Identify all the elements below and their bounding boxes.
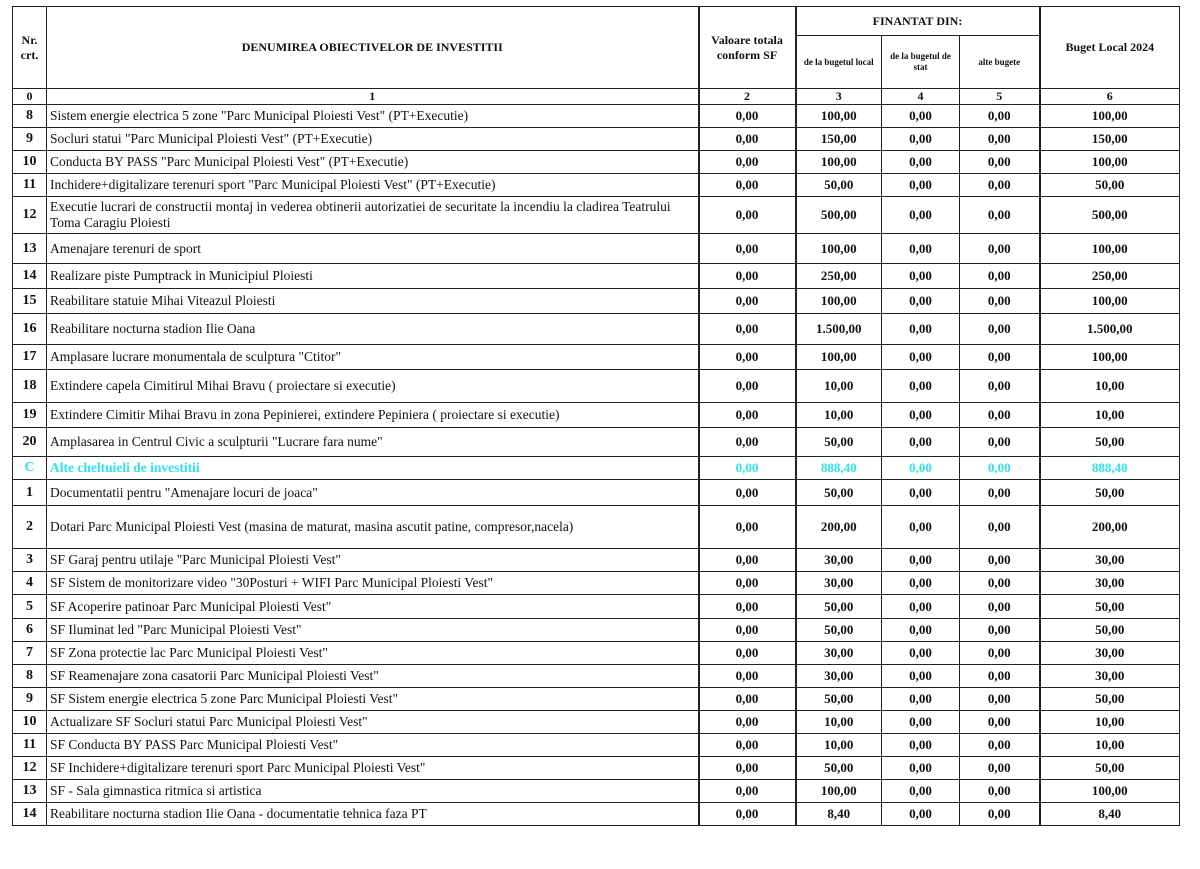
row-number: 13 xyxy=(13,234,47,264)
table-row xyxy=(13,428,1180,457)
buget-stat-value: 0,00 xyxy=(882,665,960,688)
row-number: 5 xyxy=(13,595,47,619)
buget-stat-value: 0,00 xyxy=(882,151,960,174)
buget-2024-value: 1.500,00 xyxy=(1040,314,1180,345)
row-number: 10 xyxy=(13,151,47,174)
buget-stat-value: 0,00 xyxy=(882,642,960,665)
buget-local-value: 150,00 xyxy=(796,128,882,151)
buget-local-value: 50,00 xyxy=(796,619,882,642)
buget-local-value: 30,00 xyxy=(796,549,882,572)
header-buget-local: de la bugetul local xyxy=(796,36,882,89)
buget-2024-value: 30,00 xyxy=(1040,642,1180,665)
column-number-row xyxy=(13,89,1180,105)
buget-local-value: 50,00 xyxy=(796,757,882,780)
buget-stat-value: 0,00 xyxy=(882,757,960,780)
buget-local-value: 10,00 xyxy=(796,734,882,757)
buget-2024-value: 30,00 xyxy=(1040,572,1180,595)
col-number: 5 xyxy=(960,89,1040,105)
alte-bugete-value: 0,00 xyxy=(960,480,1040,506)
buget-stat-value: 0,00 xyxy=(882,572,960,595)
buget-stat-value: 0,00 xyxy=(882,128,960,151)
buget-2024-value: 10,00 xyxy=(1040,403,1180,428)
table-row xyxy=(13,549,1180,572)
valoare-totala: 0,00 xyxy=(699,734,796,757)
buget-local-value: 50,00 xyxy=(796,595,882,619)
buget-local-value: 100,00 xyxy=(796,780,882,803)
table-row xyxy=(13,665,1180,688)
buget-local-value: 30,00 xyxy=(796,665,882,688)
alte-bugete-value: 0,00 xyxy=(960,289,1040,314)
header-denumire: DENUMIREA OBIECTIVELOR DE INVESTITII xyxy=(47,7,699,89)
buget-local-value: 100,00 xyxy=(796,234,882,264)
objective-name: Realizare piste Pumptrack in Municipiul Ploiesti xyxy=(47,264,699,289)
buget-stat-value: 0,00 xyxy=(882,428,960,457)
valoare-totala: 0,00 xyxy=(699,665,796,688)
table-row xyxy=(13,757,1180,780)
row-number: 9 xyxy=(13,688,47,711)
objective-name: Documentatii pentru "Amenajare locuri de joaca" xyxy=(47,480,699,506)
buget-2024-value: 100,00 xyxy=(1040,345,1180,370)
table-row xyxy=(13,803,1180,826)
table-row xyxy=(13,105,1180,128)
alte-bugete-value: 0,00 xyxy=(960,174,1040,197)
alte-bugete-value: 0,00 xyxy=(960,619,1040,642)
alte-bugete-value: 0,00 xyxy=(960,457,1040,480)
objective-name: Extindere Cimitir Mihai Bravu in zona Pepinierei, extindere Pepiniera ( proiectare si executie) xyxy=(47,403,699,428)
row-number: 17 xyxy=(13,345,47,370)
table-row xyxy=(13,314,1180,345)
valoare-totala: 0,00 xyxy=(699,619,796,642)
table-row xyxy=(13,403,1180,428)
row-number: 15 xyxy=(13,289,47,314)
objective-name: Amplasarea in Centrul Civic a sculpturii "Lucrare fara nume" xyxy=(47,428,699,457)
buget-2024-value: 250,00 xyxy=(1040,264,1180,289)
buget-local-value: 10,00 xyxy=(796,403,882,428)
valoare-totala: 0,00 xyxy=(699,506,796,549)
buget-local-value: 30,00 xyxy=(796,572,882,595)
alte-bugete-value: 0,00 xyxy=(960,105,1040,128)
objective-name: SF Conducta BY PASS Parc Municipal Ploiesti Vest" xyxy=(47,734,699,757)
alte-bugete-value: 0,00 xyxy=(960,780,1040,803)
buget-stat-value: 0,00 xyxy=(882,314,960,345)
valoare-totala: 0,00 xyxy=(699,572,796,595)
objective-name: Reabilitare nocturna stadion Ilie Oana xyxy=(47,314,699,345)
buget-local-value: 8,40 xyxy=(796,803,882,826)
objective-name: SF - Sala gimnastica ritmica si artistica xyxy=(47,780,699,803)
row-number: 8 xyxy=(13,105,47,128)
objective-name: SF Reamenajare zona casatorii Parc Municipal Ploiesti Vest" xyxy=(47,665,699,688)
alte-bugete-value: 0,00 xyxy=(960,314,1040,345)
objective-name: Actualizare SF Socluri statui Parc Municipal Ploiesti Vest" xyxy=(47,711,699,734)
alte-bugete-value: 0,00 xyxy=(960,506,1040,549)
table-row xyxy=(13,234,1180,264)
buget-stat-value: 0,00 xyxy=(882,264,960,289)
row-number: 14 xyxy=(13,803,47,826)
buget-stat-value: 0,00 xyxy=(882,734,960,757)
objective-name: Extindere capela Cimitirul Mihai Bravu ( proiectare si executie) xyxy=(47,370,699,403)
buget-stat-value: 0,00 xyxy=(882,174,960,197)
alte-bugete-value: 0,00 xyxy=(960,549,1040,572)
buget-stat-value: 0,00 xyxy=(882,457,960,480)
col-number: 3 xyxy=(796,89,882,105)
buget-local-value: 100,00 xyxy=(796,289,882,314)
buget-local-value: 100,00 xyxy=(796,151,882,174)
objective-name: Executie lucrari de constructii montaj in vederea obtinerii autorizatiei de securitate la incendiu la cladirea Teatrului Toma Caragiu Ploiesti xyxy=(47,197,699,234)
alte-bugete-value: 0,00 xyxy=(960,403,1040,428)
table-row xyxy=(13,345,1180,370)
alte-bugete-value: 0,00 xyxy=(960,757,1040,780)
alte-bugete-value: 0,00 xyxy=(960,345,1040,370)
buget-2024-value: 8,40 xyxy=(1040,803,1180,826)
objective-name: Alte cheltuieli de investitii xyxy=(47,457,699,480)
table-row xyxy=(13,780,1180,803)
alte-bugete-value: 0,00 xyxy=(960,803,1040,826)
header-buget-stat: de la bugetul de stat xyxy=(882,36,960,89)
buget-stat-value: 0,00 xyxy=(882,480,960,506)
objective-name: Dotari Parc Municipal Ploiesti Vest (masina de maturat, masina ascutit patine, compresor,nacela) xyxy=(47,506,699,549)
valoare-totala: 0,00 xyxy=(699,457,796,480)
table-row xyxy=(13,151,1180,174)
buget-local-value: 30,00 xyxy=(796,642,882,665)
buget-local-value: 50,00 xyxy=(796,428,882,457)
buget-local-value: 50,00 xyxy=(796,480,882,506)
row-number: 2 xyxy=(13,506,47,549)
buget-stat-value: 0,00 xyxy=(882,506,960,549)
buget-2024-value: 50,00 xyxy=(1040,619,1180,642)
table-row xyxy=(13,619,1180,642)
buget-stat-value: 0,00 xyxy=(882,197,960,234)
buget-local-value: 50,00 xyxy=(796,688,882,711)
row-number: 7 xyxy=(13,642,47,665)
table-row xyxy=(13,370,1180,403)
table-row xyxy=(13,289,1180,314)
buget-2024-value: 30,00 xyxy=(1040,665,1180,688)
buget-2024-value: 150,00 xyxy=(1040,128,1180,151)
valoare-totala: 0,00 xyxy=(699,803,796,826)
buget-local-value: 500,00 xyxy=(796,197,882,234)
row-number: 12 xyxy=(13,197,47,234)
objective-name: SF Sistem energie electrica 5 zone Parc Municipal Ploiesti Vest" xyxy=(47,688,699,711)
table-row xyxy=(13,480,1180,506)
buget-2024-value: 50,00 xyxy=(1040,428,1180,457)
col-number: 2 xyxy=(699,89,796,105)
row-number: C xyxy=(13,457,47,480)
buget-local-value: 50,00 xyxy=(796,174,882,197)
alte-bugete-value: 0,00 xyxy=(960,128,1040,151)
buget-local-value: 10,00 xyxy=(796,370,882,403)
valoare-totala: 0,00 xyxy=(699,234,796,264)
valoare-totala: 0,00 xyxy=(699,403,796,428)
valoare-totala: 0,00 xyxy=(699,105,796,128)
valoare-totala: 0,00 xyxy=(699,549,796,572)
row-number: 6 xyxy=(13,619,47,642)
buget-2024-value: 10,00 xyxy=(1040,734,1180,757)
buget-stat-value: 0,00 xyxy=(882,688,960,711)
objective-name: Socluri statui "Parc Municipal Ploiesti Vest" (PT+Executie) xyxy=(47,128,699,151)
header-buget-2024: Buget Local 2024 xyxy=(1040,7,1180,89)
row-number: 12 xyxy=(13,757,47,780)
row-number: 11 xyxy=(13,734,47,757)
objective-name: SF Zona protectie lac Parc Municipal Ploiesti Vest" xyxy=(47,642,699,665)
objective-name: Conducta BY PASS "Parc Municipal Ploiesti Vest" (PT+Executie) xyxy=(47,151,699,174)
row-number: 14 xyxy=(13,264,47,289)
section-row xyxy=(13,457,1180,480)
table-row xyxy=(13,711,1180,734)
table-row xyxy=(13,642,1180,665)
buget-2024-value: 100,00 xyxy=(1040,151,1180,174)
buget-stat-value: 0,00 xyxy=(882,595,960,619)
row-number: 19 xyxy=(13,403,47,428)
row-number: 3 xyxy=(13,549,47,572)
table-row xyxy=(13,174,1180,197)
buget-2024-value: 500,00 xyxy=(1040,197,1180,234)
table-row xyxy=(13,734,1180,757)
valoare-totala: 0,00 xyxy=(699,314,796,345)
header-valoare: Valoare totala conform SF xyxy=(699,7,796,89)
valoare-totala: 0,00 xyxy=(699,128,796,151)
header-nr: Nr. crt. xyxy=(13,7,47,89)
alte-bugete-value: 0,00 xyxy=(960,428,1040,457)
row-number: 8 xyxy=(13,665,47,688)
row-number: 18 xyxy=(13,370,47,403)
buget-2024-value: 100,00 xyxy=(1040,105,1180,128)
table-row xyxy=(13,595,1180,619)
row-number: 4 xyxy=(13,572,47,595)
buget-stat-value: 0,00 xyxy=(882,549,960,572)
valoare-totala: 0,00 xyxy=(699,174,796,197)
alte-bugete-value: 0,00 xyxy=(960,572,1040,595)
buget-local-value: 100,00 xyxy=(796,105,882,128)
valoare-totala: 0,00 xyxy=(699,151,796,174)
valoare-totala: 0,00 xyxy=(699,780,796,803)
buget-2024-value: 200,00 xyxy=(1040,506,1180,549)
buget-2024-value: 50,00 xyxy=(1040,757,1180,780)
objective-name: Reabilitare nocturna stadion Ilie Oana - documentatie tehnica faza PT xyxy=(47,803,699,826)
alte-bugete-value: 0,00 xyxy=(960,264,1040,289)
alte-bugete-value: 0,00 xyxy=(960,370,1040,403)
alte-bugete-value: 0,00 xyxy=(960,642,1040,665)
valoare-totala: 0,00 xyxy=(699,480,796,506)
alte-bugete-value: 0,00 xyxy=(960,234,1040,264)
valoare-totala: 0,00 xyxy=(699,370,796,403)
alte-bugete-value: 0,00 xyxy=(960,711,1040,734)
buget-2024-value: 50,00 xyxy=(1040,688,1180,711)
objective-name: SF Sistem de monitorizare video "30Posturi + WIFI Parc Municipal Ploiesti Vest" xyxy=(47,572,699,595)
valoare-totala: 0,00 xyxy=(699,757,796,780)
valoare-totala: 0,00 xyxy=(699,289,796,314)
objective-name: SF Acoperire patinoar Parc Municipal Ploiesti Vest" xyxy=(47,595,699,619)
row-number: 10 xyxy=(13,711,47,734)
row-number: 9 xyxy=(13,128,47,151)
col-number: 4 xyxy=(882,89,960,105)
alte-bugete-value: 0,00 xyxy=(960,665,1040,688)
valoare-totala: 0,00 xyxy=(699,642,796,665)
valoare-totala: 0,00 xyxy=(699,428,796,457)
buget-2024-value: 888,40 xyxy=(1040,457,1180,480)
buget-2024-value: 100,00 xyxy=(1040,289,1180,314)
header-finantat: FINANTAT DIN: xyxy=(796,7,1040,36)
buget-stat-value: 0,00 xyxy=(882,619,960,642)
alte-bugete-value: 0,00 xyxy=(960,688,1040,711)
buget-2024-value: 50,00 xyxy=(1040,480,1180,506)
buget-2024-value: 10,00 xyxy=(1040,370,1180,403)
buget-local-value: 888,40 xyxy=(796,457,882,480)
buget-2024-value: 100,00 xyxy=(1040,234,1180,264)
buget-stat-value: 0,00 xyxy=(882,403,960,428)
objective-name: Sistem energie electrica 5 zone "Parc Municipal Ploiesti Vest" (PT+Executie) xyxy=(47,105,699,128)
buget-stat-value: 0,00 xyxy=(882,234,960,264)
buget-2024-value: 50,00 xyxy=(1040,595,1180,619)
objective-name: SF Inchidere+digitalizare terenuri sport Parc Municipal Ploiesti Vest" xyxy=(47,757,699,780)
buget-2024-value: 10,00 xyxy=(1040,711,1180,734)
objective-name: Reabilitare statuie Mihai Viteazul Ploiesti xyxy=(47,289,699,314)
buget-2024-value: 30,00 xyxy=(1040,549,1180,572)
buget-local-value: 1.500,00 xyxy=(796,314,882,345)
alte-bugete-value: 0,00 xyxy=(960,734,1040,757)
buget-local-value: 100,00 xyxy=(796,345,882,370)
row-number: 20 xyxy=(13,428,47,457)
objective-name: Amplasare lucrare monumentala de sculptura "Ctitor" xyxy=(47,345,699,370)
buget-stat-value: 0,00 xyxy=(882,803,960,826)
buget-2024-value: 100,00 xyxy=(1040,780,1180,803)
col-number: 0 xyxy=(13,89,47,105)
buget-local-value: 200,00 xyxy=(796,506,882,549)
buget-stat-value: 0,00 xyxy=(882,345,960,370)
buget-local-value: 250,00 xyxy=(796,264,882,289)
objective-name: SF Garaj pentru utilaje "Parc Municipal Ploiesti Vest" xyxy=(47,549,699,572)
objective-name: Amenajare terenuri de sport xyxy=(47,234,699,264)
row-number: 1 xyxy=(13,480,47,506)
table-row xyxy=(13,264,1180,289)
alte-bugete-value: 0,00 xyxy=(960,197,1040,234)
valoare-totala: 0,00 xyxy=(699,345,796,370)
row-number: 16 xyxy=(13,314,47,345)
table-row xyxy=(13,197,1180,234)
objective-name: Inchidere+digitalizare terenuri sport "Parc Municipal Ploiesti Vest" (PT+Executie) xyxy=(47,174,699,197)
valoare-totala: 0,00 xyxy=(699,595,796,619)
row-number: 13 xyxy=(13,780,47,803)
valoare-totala: 0,00 xyxy=(699,197,796,234)
buget-stat-value: 0,00 xyxy=(882,711,960,734)
table-row xyxy=(13,506,1180,549)
valoare-totala: 0,00 xyxy=(699,711,796,734)
table-row xyxy=(13,128,1180,151)
table-row xyxy=(13,688,1180,711)
alte-bugete-value: 0,00 xyxy=(960,151,1040,174)
buget-local-value: 10,00 xyxy=(796,711,882,734)
col-number: 6 xyxy=(1040,89,1180,105)
table-row xyxy=(13,572,1180,595)
objective-name: SF Iluminat led "Parc Municipal Ploiesti Vest" xyxy=(47,619,699,642)
header-alte-bugete: alte bugete xyxy=(960,36,1040,89)
col-number: 1 xyxy=(47,89,699,105)
buget-stat-value: 0,00 xyxy=(882,289,960,314)
valoare-totala: 0,00 xyxy=(699,688,796,711)
buget-2024-value: 50,00 xyxy=(1040,174,1180,197)
investment-table xyxy=(12,6,1180,826)
alte-bugete-value: 0,00 xyxy=(960,595,1040,619)
row-number: 11 xyxy=(13,174,47,197)
buget-stat-value: 0,00 xyxy=(882,780,960,803)
buget-stat-value: 0,00 xyxy=(882,370,960,403)
buget-stat-value: 0,00 xyxy=(882,105,960,128)
valoare-totala: 0,00 xyxy=(699,264,796,289)
